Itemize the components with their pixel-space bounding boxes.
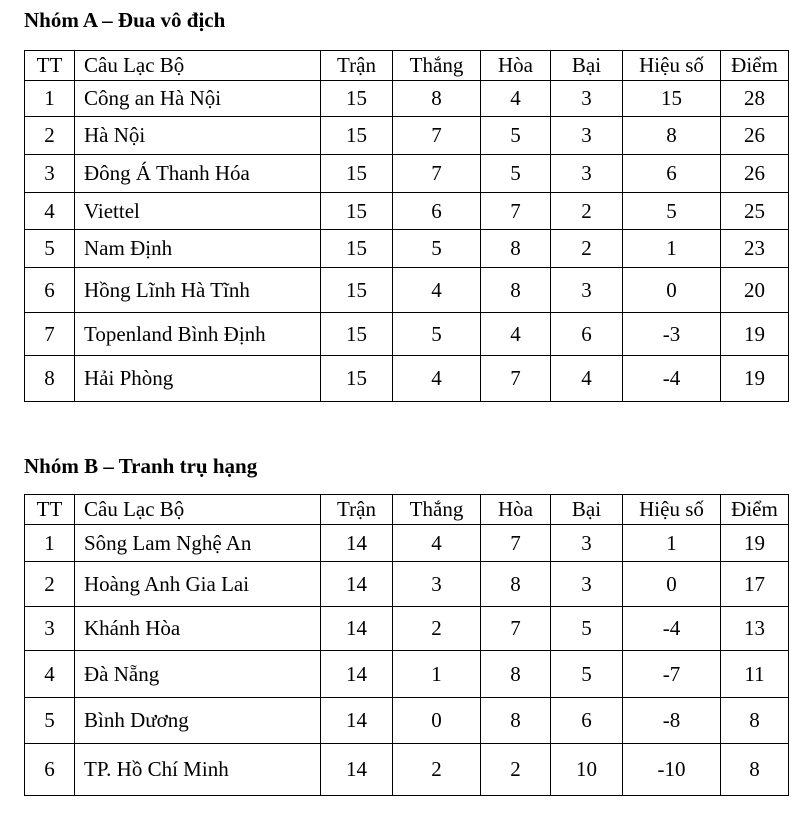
draws-cell: 7 [481, 525, 551, 562]
header-club: Câu Lạc Bộ [75, 495, 321, 525]
played-cell: 14 [321, 651, 393, 698]
losses-cell: 5 [551, 651, 623, 698]
header-losses: Bại [551, 495, 623, 525]
draws-cell: 8 [481, 268, 551, 313]
points-cell: 23 [721, 230, 789, 268]
played-cell: 14 [321, 744, 393, 796]
club-cell: Bình Dương [75, 698, 321, 744]
wins-cell: 5 [393, 230, 481, 268]
draws-cell: 4 [481, 313, 551, 356]
draws-cell: 5 [481, 117, 551, 155]
goal-difference-cell: -4 [623, 607, 721, 651]
losses-cell: 3 [551, 155, 623, 193]
table-row [25, 607, 789, 651]
goal-difference-cell: -8 [623, 698, 721, 744]
club-cell: Công an Hà Nội [75, 81, 321, 117]
wins-cell: 4 [393, 268, 481, 313]
points-cell: 28 [721, 81, 789, 117]
losses-cell: 3 [551, 117, 623, 155]
club-cell: Sông Lam Nghệ An [75, 525, 321, 562]
table-header-row [25, 495, 789, 525]
header-losses: Bại [551, 51, 623, 81]
club-cell: Hoàng Anh Gia Lai [75, 562, 321, 607]
club-cell: Hải Phòng [75, 356, 321, 402]
losses-cell: 2 [551, 193, 623, 230]
losses-cell: 4 [551, 356, 623, 402]
header-goal-difference: Hiệu số [623, 495, 721, 525]
club-cell: Đà Nẵng [75, 651, 321, 698]
played-cell: 14 [321, 562, 393, 607]
losses-cell: 3 [551, 81, 623, 117]
wins-cell: 5 [393, 313, 481, 356]
header-played: Trận [321, 495, 393, 525]
goal-difference-cell: -3 [623, 313, 721, 356]
club-cell: Hà Nội [75, 117, 321, 155]
header-wins: Thắng [393, 495, 481, 525]
played-cell: 15 [321, 117, 393, 155]
goal-difference-cell: 0 [623, 268, 721, 313]
points-cell: 25 [721, 193, 789, 230]
played-cell: 14 [321, 698, 393, 744]
goal-difference-cell: 5 [623, 193, 721, 230]
rank-cell: 5 [25, 698, 75, 744]
goal-difference-cell: 1 [623, 230, 721, 268]
points-cell: 19 [721, 356, 789, 402]
goal-difference-cell: 6 [623, 155, 721, 193]
rank-cell: 1 [25, 81, 75, 117]
played-cell: 15 [321, 356, 393, 402]
club-cell: TP. Hồ Chí Minh [75, 744, 321, 796]
points-cell: 19 [721, 313, 789, 356]
draws-cell: 8 [481, 230, 551, 268]
draws-cell: 8 [481, 651, 551, 698]
losses-cell: 6 [551, 313, 623, 356]
draws-cell: 7 [481, 356, 551, 402]
header-club: Câu Lạc Bộ [75, 51, 321, 81]
played-cell: 14 [321, 525, 393, 562]
losses-cell: 3 [551, 268, 623, 313]
table-row [25, 193, 789, 230]
table-row [25, 268, 789, 313]
points-cell: 8 [721, 744, 789, 796]
played-cell: 15 [321, 81, 393, 117]
table-row [25, 117, 789, 155]
draws-cell: 5 [481, 155, 551, 193]
wins-cell: 1 [393, 651, 481, 698]
table-row [25, 230, 789, 268]
losses-cell: 2 [551, 230, 623, 268]
draws-cell: 4 [481, 81, 551, 117]
header-rank: TT [25, 51, 75, 81]
club-cell: Hồng Lĩnh Hà Tĩnh [75, 268, 321, 313]
draws-cell: 7 [481, 607, 551, 651]
points-cell: 26 [721, 155, 789, 193]
header-draws: Hòa [481, 51, 551, 81]
points-cell: 8 [721, 698, 789, 744]
rank-cell: 2 [25, 562, 75, 607]
wins-cell: 7 [393, 117, 481, 155]
played-cell: 14 [321, 607, 393, 651]
club-cell: Nam Định [75, 230, 321, 268]
played-cell: 15 [321, 268, 393, 313]
group-b-title: Nhóm B – Tranh trụ hạng [24, 454, 258, 478]
losses-cell: 10 [551, 744, 623, 796]
losses-cell: 5 [551, 607, 623, 651]
club-cell: Đông Á Thanh Hóa [75, 155, 321, 193]
played-cell: 15 [321, 155, 393, 193]
goal-difference-cell: 8 [623, 117, 721, 155]
header-goal-difference: Hiệu số [623, 51, 721, 81]
goal-difference-cell: -7 [623, 651, 721, 698]
rank-cell: 1 [25, 525, 75, 562]
group-b-standings-table [24, 494, 789, 796]
draws-cell: 2 [481, 744, 551, 796]
table-row [25, 698, 789, 744]
losses-cell: 3 [551, 525, 623, 562]
club-cell: Khánh Hòa [75, 607, 321, 651]
rank-cell: 2 [25, 117, 75, 155]
goal-difference-cell: 1 [623, 525, 721, 562]
table-row [25, 81, 789, 117]
points-cell: 19 [721, 525, 789, 562]
rank-cell: 7 [25, 313, 75, 356]
played-cell: 15 [321, 313, 393, 356]
goal-difference-cell: 0 [623, 562, 721, 607]
rank-cell: 8 [25, 356, 75, 402]
club-cell: Topenland Bình Định [75, 313, 321, 356]
points-cell: 17 [721, 562, 789, 607]
rank-cell: 6 [25, 744, 75, 796]
table-row [25, 651, 789, 698]
goal-difference-cell: -4 [623, 356, 721, 402]
goal-difference-cell: -10 [623, 744, 721, 796]
group-a-title: Nhóm A – Đua vô địch [24, 8, 226, 32]
header-wins: Thắng [393, 51, 481, 81]
wins-cell: 7 [393, 155, 481, 193]
header-draws: Hòa [481, 495, 551, 525]
rank-cell: 4 [25, 193, 75, 230]
played-cell: 15 [321, 193, 393, 230]
losses-cell: 3 [551, 562, 623, 607]
rank-cell: 4 [25, 651, 75, 698]
table-row [25, 313, 789, 356]
wins-cell: 2 [393, 607, 481, 651]
points-cell: 11 [721, 651, 789, 698]
rank-cell: 5 [25, 230, 75, 268]
table-row [25, 525, 789, 562]
rank-cell: 3 [25, 607, 75, 651]
header-points: Điểm [721, 495, 789, 525]
draws-cell: 7 [481, 193, 551, 230]
rank-cell: 6 [25, 268, 75, 313]
wins-cell: 4 [393, 356, 481, 402]
wins-cell: 0 [393, 698, 481, 744]
wins-cell: 6 [393, 193, 481, 230]
table-row [25, 744, 789, 796]
points-cell: 20 [721, 268, 789, 313]
wins-cell: 4 [393, 525, 481, 562]
wins-cell: 2 [393, 744, 481, 796]
draws-cell: 8 [481, 698, 551, 744]
goal-difference-cell: 15 [623, 81, 721, 117]
club-cell: Viettel [75, 193, 321, 230]
table-header-row [25, 51, 789, 81]
played-cell: 15 [321, 230, 393, 268]
header-played: Trận [321, 51, 393, 81]
wins-cell: 3 [393, 562, 481, 607]
group-a-standings-table [24, 50, 789, 402]
table-row [25, 356, 789, 402]
header-rank: TT [25, 495, 75, 525]
header-points: Điểm [721, 51, 789, 81]
table-row [25, 155, 789, 193]
losses-cell: 6 [551, 698, 623, 744]
rank-cell: 3 [25, 155, 75, 193]
points-cell: 26 [721, 117, 789, 155]
points-cell: 13 [721, 607, 789, 651]
wins-cell: 8 [393, 81, 481, 117]
table-row [25, 562, 789, 607]
draws-cell: 8 [481, 562, 551, 607]
